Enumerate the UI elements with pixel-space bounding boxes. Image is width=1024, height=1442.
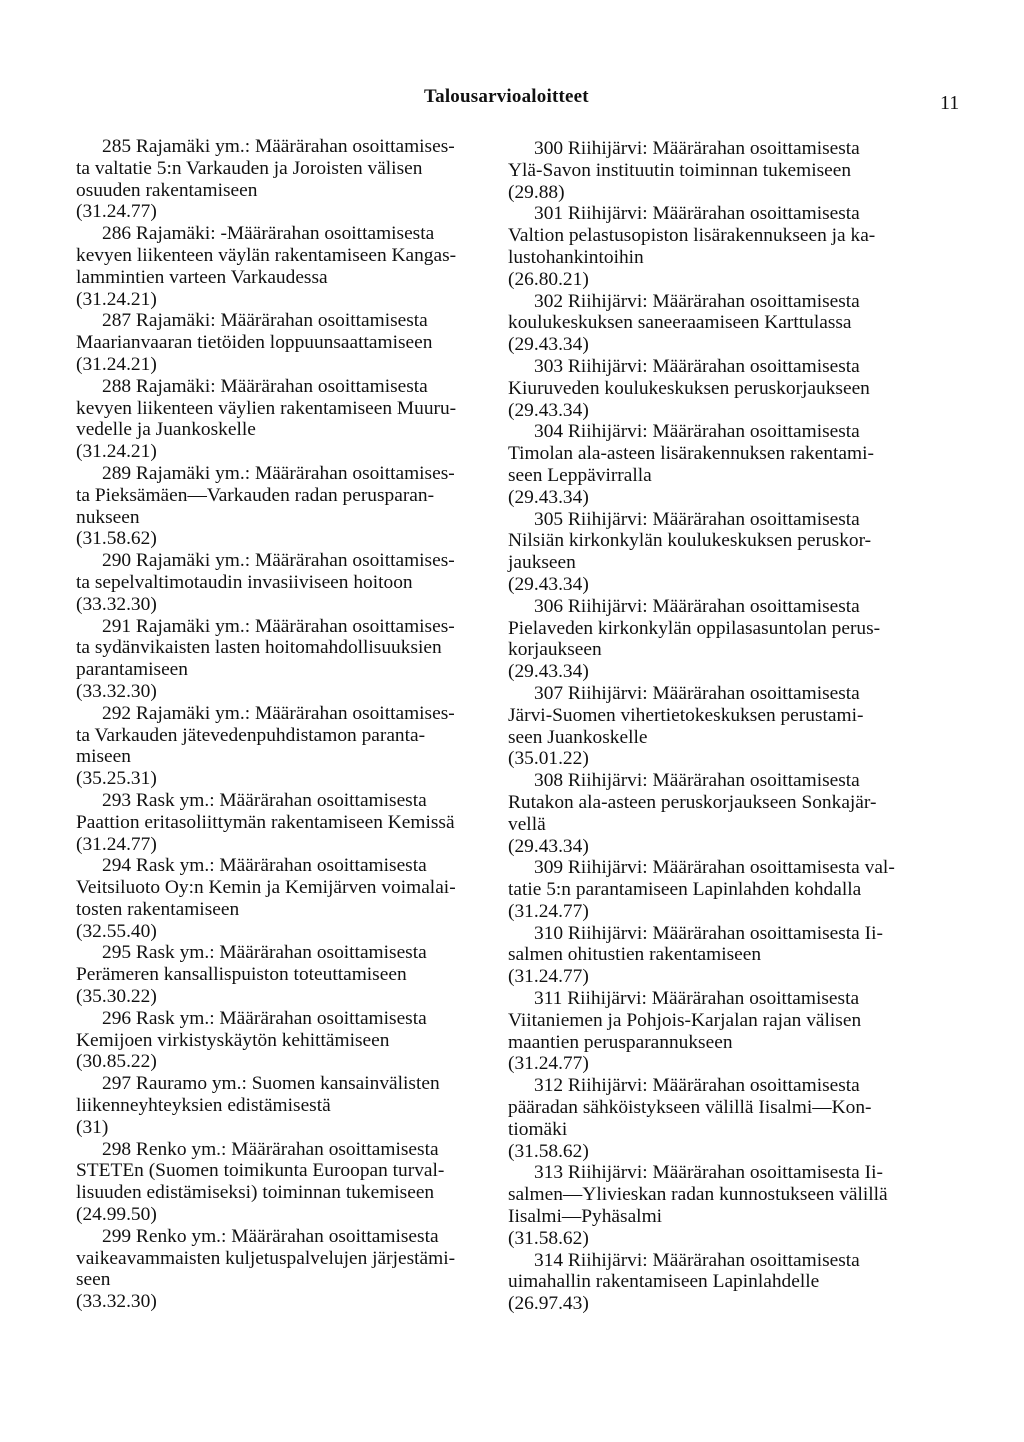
entry-text-line: 311 Riihijärvi: Määrärahan osoittamisesta xyxy=(534,988,860,1010)
budget-motion-entry xyxy=(508,683,940,770)
entry-text-line: vellä xyxy=(508,813,546,835)
entry-text-line: lammintien varteen Varkaudessa xyxy=(76,266,328,288)
budget-motion-entry xyxy=(508,1075,940,1162)
budget-item-reference: (29.43.34) xyxy=(508,835,589,857)
entry-text-line: 286 Rajamäki: -Määrärahan osoittamisesta xyxy=(102,223,435,245)
entry-text-line: seen Juankoskelle xyxy=(508,726,648,748)
entry-text-line: 295 Rask ym.: Määrärahan osoittamisesta xyxy=(102,942,427,964)
entry-text-line: 302 Riihijärvi: Määrärahan osoittamisesta xyxy=(534,290,860,312)
budget-item-reference: (31) xyxy=(76,1116,109,1138)
budget-motion-entry xyxy=(76,136,496,223)
budget-motion-entry xyxy=(76,703,496,790)
budget-motion-entry xyxy=(508,770,940,857)
budget-motion-entry xyxy=(508,988,940,1075)
budget-item-reference: (31.24.21) xyxy=(76,441,157,463)
budget-item-reference: (31.24.21) xyxy=(76,288,157,310)
budget-item-reference: (31.24.77) xyxy=(76,833,157,855)
entry-text-line: nukseen xyxy=(76,506,140,528)
budget-motion-entry xyxy=(76,1073,496,1138)
entry-text-line: pääradan sähköistykseen välillä Iisalmi—Kon- xyxy=(508,1097,872,1119)
entry-text-line: 299 Renko ym.: Määrärahan osoittamisesta xyxy=(102,1225,439,1247)
budget-item-reference: (30.85.22) xyxy=(76,1051,157,1073)
entry-text-line: Kemijoen virkistyskäytön kehittämiseen xyxy=(76,1029,390,1051)
right-column xyxy=(508,138,940,1315)
entry-text-line: lisuuden edistämiseksi) toiminnan tukemiseen xyxy=(76,1182,435,1204)
budget-motion-entry xyxy=(508,291,940,356)
entry-text-line: ta Varkauden jätevedenpuhdistamon paranta- xyxy=(76,724,426,746)
page-header-title: Talousarvioaloitteet xyxy=(424,86,589,107)
budget-motion-entry xyxy=(76,223,496,310)
entry-text-line: 305 Riihijärvi: Määrärahan osoittamisesta xyxy=(534,508,860,530)
entry-text-line: STETEn (Suomen toimikunta Euroopan turval- xyxy=(76,1160,445,1182)
entry-text-line: Nilsiän kirkonkylän koulukeskuksen peruskor- xyxy=(508,530,872,552)
budget-motion-entry xyxy=(508,421,940,508)
entry-text-line: 285 Rajamäki ym.: Määrärahan osoittamises- xyxy=(102,136,455,157)
budget-item-reference: (31.24.77) xyxy=(76,201,157,223)
entry-text-line: Järvi-Suomen vihertietokeskuksen perustami- xyxy=(508,704,864,726)
entry-text-line: maantien perusparannukseen xyxy=(508,1031,733,1053)
entry-text-line: 306 Riihijärvi: Määrärahan osoittamisesta xyxy=(534,595,860,617)
budget-item-reference: (31.24.21) xyxy=(76,353,157,375)
budget-item-reference: (35.01.22) xyxy=(508,748,589,770)
page-number: 11 xyxy=(940,92,960,114)
budget-motion-entry xyxy=(508,138,940,203)
budget-motion-entry xyxy=(508,509,940,596)
entry-text-line: liikenneyhteyksien edistämisestä xyxy=(76,1095,331,1117)
budget-motion-entry xyxy=(76,463,496,550)
entry-text-line: 309 Riihijärvi: Määrärahan osoittamisesta val- xyxy=(534,857,895,879)
entry-text-line: koulukeskuksen saneeraamiseen Karttulassa xyxy=(508,312,852,334)
entry-text-line: Timolan ala-asteen lisärakennuksen rakentami- xyxy=(508,443,874,465)
entry-text-line: 294 Rask ym.: Määrärahan osoittamisesta xyxy=(102,855,427,877)
entry-text-line: seen xyxy=(76,1269,111,1291)
budget-item-reference: (31.24.77) xyxy=(508,966,589,988)
entry-text-line: 298 Renko ym.: Määrärahan osoittamisesta xyxy=(102,1138,439,1160)
entry-text-line: Iisalmi—Pyhäsalmi xyxy=(508,1206,663,1228)
entry-text-line: seen Leppävirralla xyxy=(508,464,652,486)
budget-motion-entry xyxy=(76,1008,496,1073)
budget-item-reference: (24.99.50) xyxy=(76,1204,157,1226)
budget-item-reference: (29.43.34) xyxy=(508,661,589,683)
entry-text-line: 293 Rask ym.: Määrärahan osoittamisesta xyxy=(102,789,427,811)
entry-text-line: 297 Rauramo ym.: Suomen kansainvälisten xyxy=(102,1073,440,1095)
entry-text-line: 303 Riihijärvi: Määrärahan osoittamisesta xyxy=(534,355,860,377)
budget-item-reference: (31.58.62) xyxy=(508,1140,589,1162)
entry-text-line: 287 Rajamäki: Määrärahan osoittamisesta xyxy=(102,310,428,332)
budget-item-reference: (35.30.22) xyxy=(76,986,157,1008)
entry-text-line: 288 Rajamäki: Määrärahan osoittamisesta xyxy=(102,375,428,397)
budget-item-reference: (26.97.43) xyxy=(508,1293,589,1315)
budget-motion-entry xyxy=(76,1226,496,1313)
entry-text-line: ta sepelvaltimotaudin invasiiviseen hoitoon xyxy=(76,571,413,593)
budget-item-reference: (35.25.31) xyxy=(76,768,157,790)
budget-motion-entry xyxy=(508,1250,940,1315)
entry-text-line: tosten rakentamiseen xyxy=(76,898,240,920)
entry-text-line: 307 Riihijärvi: Määrärahan osoittamisesta xyxy=(534,682,860,704)
entry-text-line: korjaukseen xyxy=(508,639,602,661)
budget-motion-entry xyxy=(508,203,940,290)
budget-item-reference: (29.88) xyxy=(508,181,565,203)
budget-motion-entry xyxy=(76,855,496,942)
entry-text-line: 290 Rajamäki ym.: Määrärahan osoittamises- xyxy=(102,550,455,572)
budget-motion-entry xyxy=(76,376,496,463)
entry-text-line: tiomäki xyxy=(508,1118,568,1140)
entry-text-line: Valtion pelastusopiston lisärakennukseen ja ka- xyxy=(508,225,876,247)
entry-text-line: osuuden rakentamiseen xyxy=(76,179,258,201)
budget-item-reference: (32.55.40) xyxy=(76,920,157,942)
entry-text-line: 291 Rajamäki ym.: Määrärahan osoittamises- xyxy=(102,615,455,637)
budget-item-reference: (26.80.21) xyxy=(508,268,589,290)
budget-item-reference: (33.32.30) xyxy=(76,593,157,615)
budget-item-reference: (29.43.34) xyxy=(508,486,589,508)
entry-text-line: Kiuruveden koulukeskuksen peruskorjaukseen xyxy=(508,377,870,399)
entry-text-line: 300 Riihijärvi: Määrärahan osoittamisesta xyxy=(534,138,860,159)
entry-text-line: parantamiseen xyxy=(76,659,188,681)
entry-text-line: lustohankintoihin xyxy=(508,246,644,268)
entry-text-line: 289 Rajamäki ym.: Määrärahan osoittamises- xyxy=(102,462,455,484)
entry-text-line: tatie 5:n parantamiseen Lapinlahden kohdalla xyxy=(508,879,862,901)
entry-text-line: salmen—Ylivieskan radan kunnostukseen välillä xyxy=(508,1184,888,1206)
budget-item-reference: (31.24.77) xyxy=(508,1053,589,1075)
budget-motion-entry xyxy=(76,790,496,855)
entry-text-line: vaikeavammaisten kuljetuspalvelujen järjestämi- xyxy=(76,1247,456,1269)
entry-text-line: Perämeren kansallispuiston toteuttamiseen xyxy=(76,964,407,986)
entry-text-line: Paattion eritasoliittymän rakentamiseen Kemissä xyxy=(76,811,455,833)
entry-text-line: miseen xyxy=(76,746,131,768)
entry-text-line: Veitsiluoto Oy:n Kemin ja Kemijärven voimalai- xyxy=(76,877,456,899)
budget-item-reference: (29.43.34) xyxy=(508,334,589,356)
entry-text-line: 296 Rask ym.: Määrärahan osoittamisesta xyxy=(102,1007,427,1029)
entry-text-line: 310 Riihijärvi: Määrärahan osoittamisesta Ii- xyxy=(534,922,883,944)
entry-text-line: ta Pieksämäen—Varkauden radan perusparan- xyxy=(76,484,435,506)
budget-item-reference: (33.32.30) xyxy=(76,680,157,702)
left-column xyxy=(76,136,496,1313)
entry-text-line: 312 Riihijärvi: Määrärahan osoittamisesta xyxy=(534,1075,860,1097)
entry-text-line: Maarianvaaran tietöiden loppuunsaattamiseen xyxy=(76,332,433,354)
budget-motion-entry xyxy=(508,857,940,922)
budget-motion-entry xyxy=(76,616,496,703)
entry-text-line: salmen ohitustien rakentamiseen xyxy=(508,944,762,966)
entry-text-line: 301 Riihijärvi: Määrärahan osoittamisesta xyxy=(534,203,860,225)
entry-text-line: Viitaniemen ja Pohjois-Karjalan rajan välisen xyxy=(508,1009,862,1031)
entry-text-line: ta valtatie 5:n Varkauden ja Joroisten välisen xyxy=(76,157,423,179)
budget-motion-entry xyxy=(76,550,496,615)
entry-text-line: ta sydänvikaisten lasten hoitomahdollisuuksien xyxy=(76,637,442,659)
entry-text-line: uimahallin rakentamiseen Lapinlahdelle xyxy=(508,1271,820,1293)
entry-text-line: 308 Riihijärvi: Määrärahan osoittamisesta xyxy=(534,770,860,792)
budget-motion-entry xyxy=(508,596,940,683)
entry-text-line: 304 Riihijärvi: Määrärahan osoittamisesta xyxy=(534,421,860,443)
entry-text-line: vedelle ja Juankoskelle xyxy=(76,419,256,441)
budget-motion-entry xyxy=(508,356,940,421)
budget-item-reference: (31.58.62) xyxy=(508,1227,589,1249)
entry-text-line: 292 Rajamäki ym.: Määrärahan osoittamises- xyxy=(102,702,455,724)
budget-motion-entry xyxy=(76,1139,496,1226)
budget-item-reference: (31.58.62) xyxy=(76,528,157,550)
entry-text-line: kevyen liikenteen väylän rakentamiseen Kangas- xyxy=(76,244,457,266)
budget-motion-entry xyxy=(508,1162,940,1249)
entry-text-line: 314 Riihijärvi: Määrärahan osoittamisesta xyxy=(534,1249,860,1271)
budget-item-reference: (29.43.34) xyxy=(508,573,589,595)
budget-item-reference: (31.24.77) xyxy=(508,900,589,922)
budget-item-reference: (29.43.34) xyxy=(508,399,589,421)
entry-text-line: jaukseen xyxy=(508,552,576,574)
entry-text-line: Ylä-Savon instituutin toiminnan tukemiseen xyxy=(508,159,852,181)
budget-motion-entry xyxy=(76,310,496,375)
entry-text-line: 313 Riihijärvi: Määrärahan osoittamisesta Ii- xyxy=(534,1162,883,1184)
entry-text-line: Pielaveden kirkonkylän oppilasasuntolan perus- xyxy=(508,617,881,639)
entry-text-line: Rutakon ala-asteen peruskorjaukseen Sonkajär- xyxy=(508,791,877,813)
budget-motion-entry xyxy=(508,923,940,988)
budget-item-reference: (33.32.30) xyxy=(76,1291,157,1313)
budget-motion-entry xyxy=(76,942,496,1007)
entry-text-line: kevyen liikenteen väylien rakentamiseen Muuru- xyxy=(76,397,457,419)
